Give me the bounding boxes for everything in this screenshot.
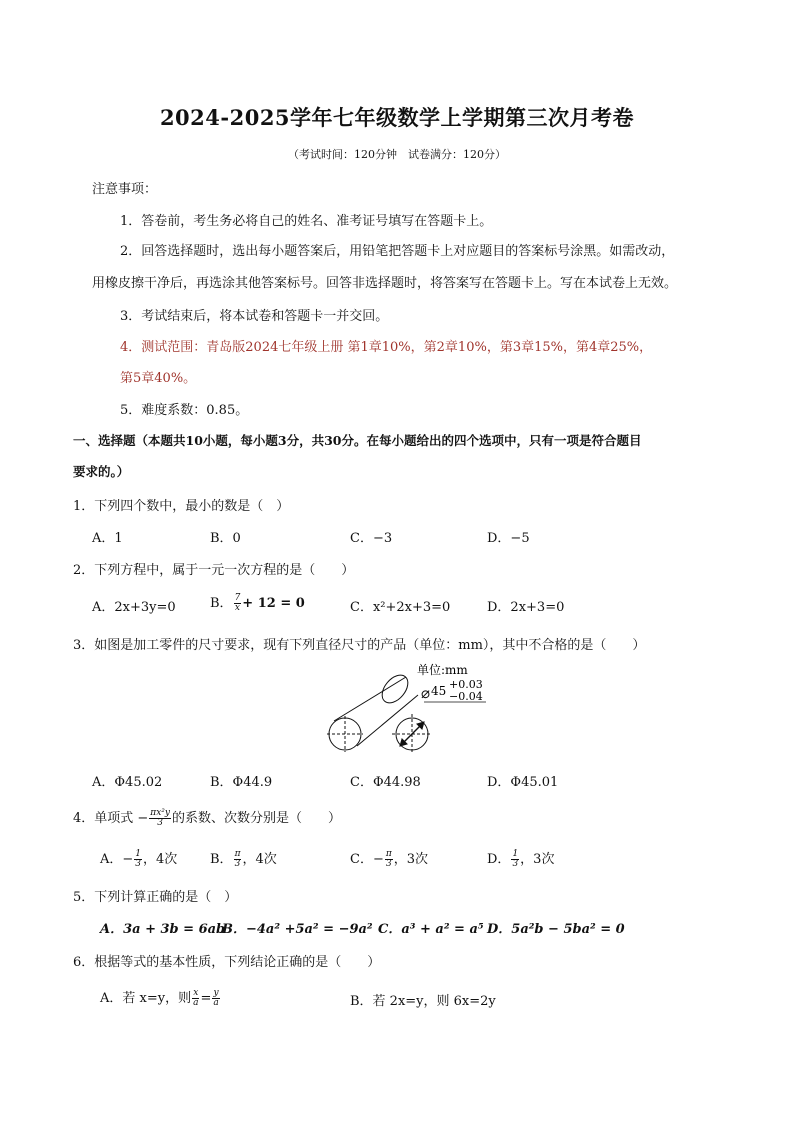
cylinder <box>327 670 418 752</box>
question-3-option-d: D．Φ45.01 <box>487 775 559 790</box>
question-5-stem: 5．下列计算正确的是（ ） <box>73 890 238 905</box>
notice-item-1: 1．答卷前，考生务必将自己的姓名、准考证号填写在答题卡上。 <box>120 214 493 229</box>
option-b-prefix: B． <box>210 596 233 611</box>
question-1-option-c: C．−3 <box>350 531 393 546</box>
question-4-option-d: D． $\frac{1}{3}$ ，3次 <box>487 849 555 869</box>
question-5-option-a: A．3a + 3b = 6ab <box>100 922 226 937</box>
question-2-option-c: C．x²+2x+3=0 <box>350 600 451 615</box>
notice-item-2-cont: 用橡皮擦干净后，再选涂其他答案标号。回答非选择题时，将答案写在答题卡上。写在本试卷上无效。 <box>92 276 678 291</box>
diameter-symbol: ⌀ <box>421 684 431 702</box>
question-5-option-d: D．5a²b − 5ba² = 0 <box>487 922 625 937</box>
question-4-option-b: B． $\frac{\pi}{3}$ ，4次 <box>210 849 277 869</box>
question-1-option-d: D．−5 <box>487 531 530 546</box>
exam-info: （考试时间：120分钟 试卷满分：120分） <box>288 148 506 161</box>
question-3-option-b: B．Φ44.9 <box>210 775 273 790</box>
question-6-option-a: A．若 x=y，则 $\frac{x}{a}$ = $\frac{y}{a}$ <box>100 988 219 1008</box>
question-1-option-a: A．1 <box>92 531 123 546</box>
question-6-option-b: B．若 2x=y，则 6x=2y <box>350 994 496 1009</box>
notice-item-4: 4．测试范围：青岛版2024七年级上册 第1章10%，第2章10%，第3章15%，第4章25%， <box>120 340 653 355</box>
option-b-suffix: + 12 = 0 <box>242 596 305 611</box>
question-6-stem: 6．根据等式的基本性质，下列结论正确的是（ ） <box>73 955 381 970</box>
question-2-option-d: D．2x+3=0 <box>487 600 565 615</box>
part-dimension-figure <box>320 660 500 756</box>
fraction: $\frac{\text{πx²y}}{3}$ <box>150 808 170 828</box>
notice-heading: 注意事项： <box>92 182 158 197</box>
question-4-stem: 4．单项式 − $\frac{\text{πx²y}}{3}$ 的系数、次数分别是（ ） <box>73 808 341 828</box>
unit-label: 单位:mm <box>417 663 468 677</box>
question-3-stem: 3．如图是加工零件的尺寸要求，现有下列直径尺寸的产品（单位：mm），其中不合格的是（ ） <box>73 638 646 653</box>
question-5-option-b: B．−4a² +5a² = −9a² <box>222 922 373 937</box>
notice-item-2: 2．回答选择题时，选出每小题答案后，用铅笔把答题卡上对应题目的答案标号涂黑。如需改动， <box>120 244 675 259</box>
cross-section <box>392 714 432 754</box>
question-4-option-a: A．− $\frac{1}{3}$ ，4次 <box>100 849 178 869</box>
section-heading: 一、选择题（本题共10小题，每小题3分，共30分。在每小题给出的四个选项中，只有一项是符合题目 <box>73 433 642 448</box>
question-2-option-b <box>210 592 305 613</box>
question-2-stem: 2．下列方程中，属于一元一次方程的是（ ） <box>73 563 355 578</box>
page-title: 2024-2025学年七年级数学上学期第三次月考卷 <box>159 105 635 130</box>
section-heading-cont: 要求的。） <box>73 464 130 479</box>
question-3-option-a: A．Φ45.02 <box>92 775 163 790</box>
notice-item-5: 5．难度系数：0.85。 <box>120 403 249 418</box>
question-1-option-b: B．0 <box>210 531 241 546</box>
question-3-option-c: C．Φ44.98 <box>350 775 421 790</box>
base-dimension: 45 <box>431 684 447 698</box>
question-2-option-a: A．2x+3y=0 <box>92 600 176 615</box>
notice-item-3: 3．考试结束后，将本试卷和答题卡一并交回。 <box>120 309 389 324</box>
notice-item-4-cont: 第5章40%。 <box>120 371 197 386</box>
question-5-option-c: C．a³ + a² = a⁵ <box>378 922 484 937</box>
upper-tolerance: +0.03 <box>449 678 483 691</box>
question-4-option-c: C．− $\frac{\pi}{3}$ ，3次 <box>350 849 429 869</box>
lower-tolerance: −0.04 <box>449 690 483 703</box>
question-1-stem: 1．下列四个数中，最小的数是（ ） <box>73 499 290 514</box>
fraction: $\frac{7}{x}$ <box>234 593 241 613</box>
